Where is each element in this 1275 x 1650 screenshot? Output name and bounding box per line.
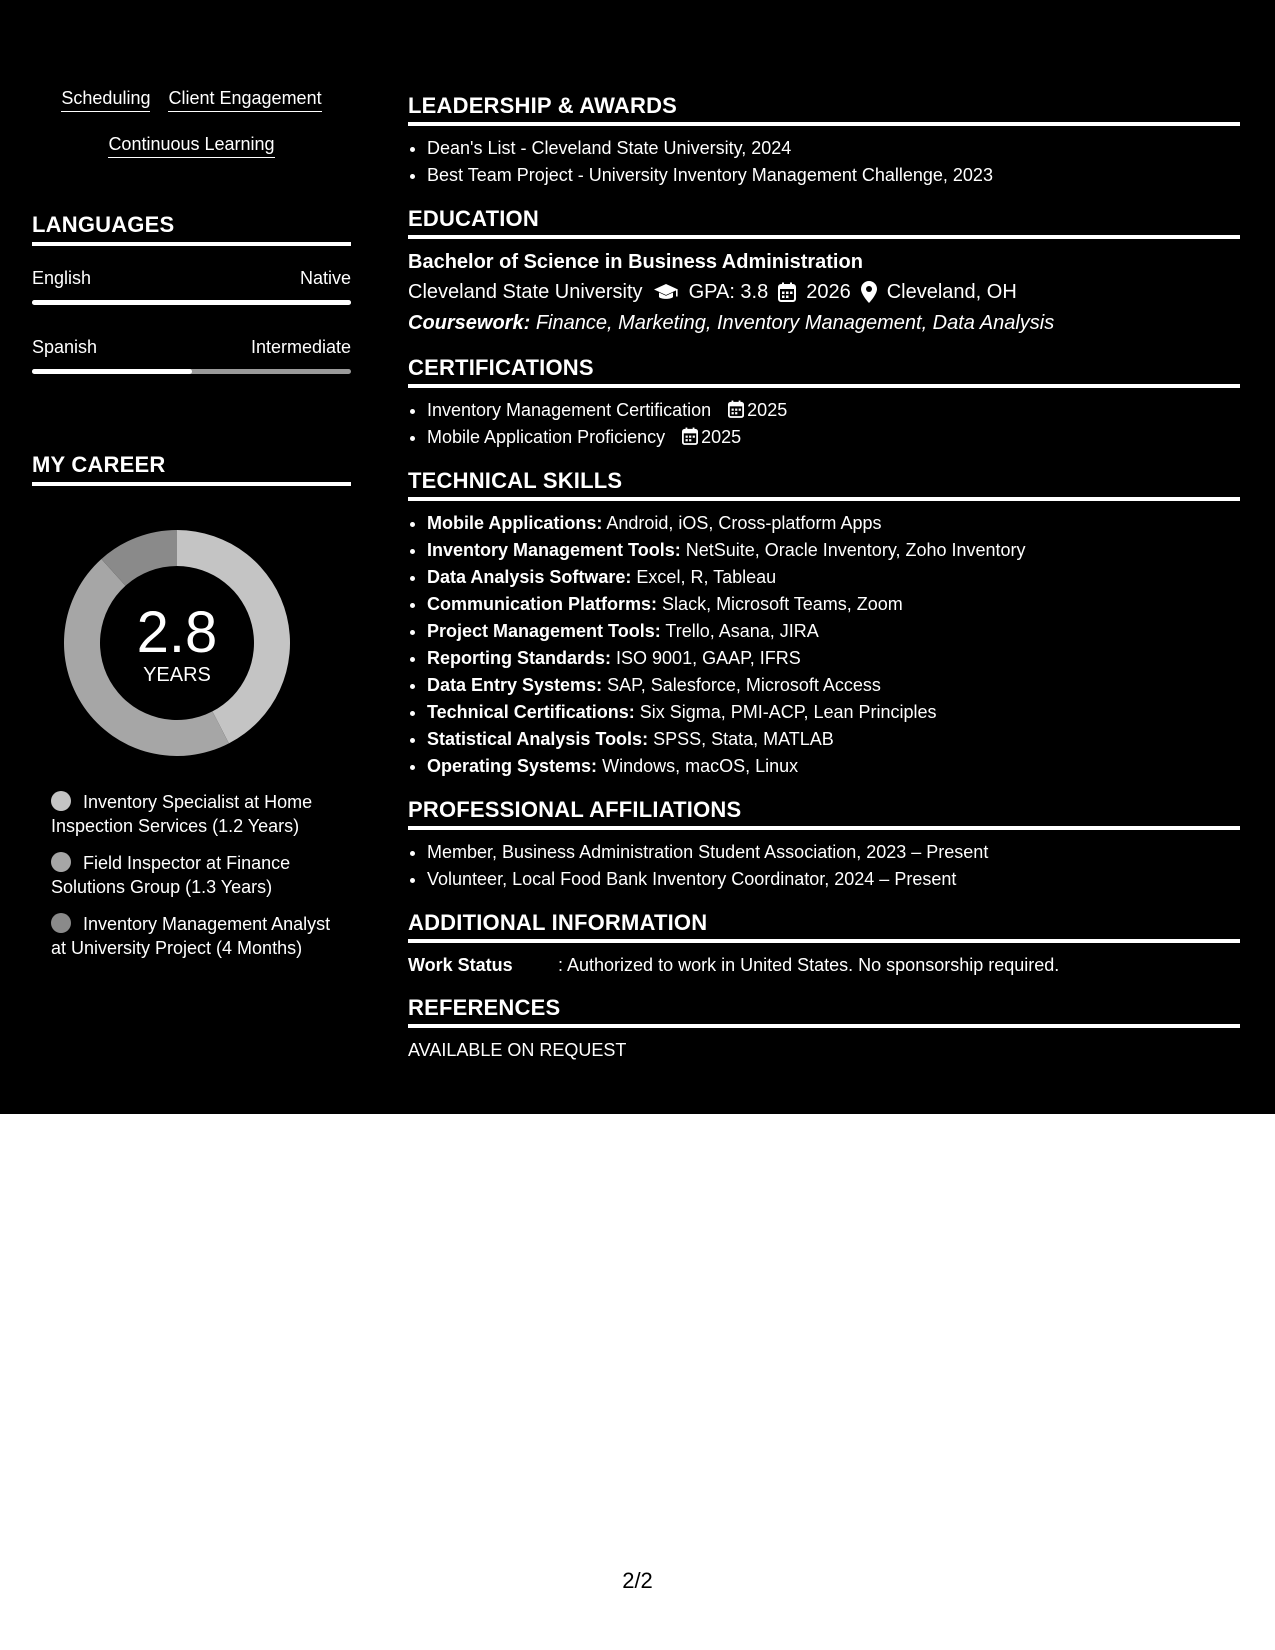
leadership-section bbox=[408, 92, 1240, 189]
skill-label: Project Management Tools: bbox=[427, 621, 661, 641]
references-section bbox=[408, 994, 1240, 1063]
career-item bbox=[51, 912, 341, 960]
list-item bbox=[427, 618, 1240, 645]
skill-label: Technical Certifications: bbox=[427, 702, 635, 722]
list-item bbox=[427, 424, 1240, 451]
language-name: Spanish bbox=[32, 337, 98, 357]
main-content bbox=[408, 92, 1240, 1079]
coursework-label: Coursework: bbox=[408, 312, 531, 334]
skill-label: Reporting Standards: bbox=[427, 648, 612, 668]
career-item-text: Inventory Management Analyst at University Project (4 Months) bbox=[51, 914, 331, 958]
work-status-row bbox=[408, 952, 1240, 978]
skill-label: Operating Systems: bbox=[427, 756, 598, 776]
career-donut bbox=[64, 530, 290, 756]
list-item bbox=[427, 397, 1240, 424]
career-total-value: 2.8 bbox=[136, 600, 218, 665]
section-title: EDUCATION bbox=[408, 205, 1240, 239]
education-section bbox=[408, 205, 1240, 338]
skill-label: Communication Platforms: bbox=[427, 594, 658, 614]
section-title: PROFESSIONAL AFFILIATIONS bbox=[408, 796, 1240, 830]
skill-value: Android, iOS, Cross-platform Apps bbox=[606, 513, 882, 533]
list-item bbox=[427, 537, 1240, 564]
affiliations-section bbox=[408, 796, 1240, 893]
certification-year: 2025 bbox=[747, 400, 788, 420]
skill-tags bbox=[32, 86, 351, 158]
skill-label: Data Analysis Software: bbox=[427, 567, 632, 587]
map-pin-icon bbox=[861, 281, 877, 303]
work-status-label: Work Status bbox=[408, 955, 513, 975]
list-item bbox=[427, 699, 1240, 726]
certification-name: Inventory Management Certification bbox=[427, 400, 712, 420]
references-text: AVAILABLE ON REQUEST bbox=[408, 1040, 627, 1060]
technical-skills-section bbox=[408, 467, 1240, 780]
certification-name: Mobile Application Proficiency bbox=[427, 427, 666, 447]
skill-value: SAP, Salesforce, Microsoft Access bbox=[607, 675, 881, 695]
certification-year: 2025 bbox=[701, 427, 742, 447]
section-title: CERTIFICATIONS bbox=[408, 354, 1240, 388]
skill-label: Inventory Management Tools: bbox=[427, 540, 681, 560]
section-title: TECHNICAL SKILLS bbox=[408, 467, 1240, 501]
list-item bbox=[427, 564, 1240, 591]
calendar-icon bbox=[682, 427, 698, 445]
career-heading: MY CAREER bbox=[32, 452, 351, 486]
page-number: 2/2 bbox=[622, 1568, 653, 1593]
language-row bbox=[32, 337, 351, 358]
calendar-icon bbox=[778, 282, 796, 302]
skill-value: Slack, Microsoft Teams, Zoom bbox=[662, 594, 903, 614]
list-item bbox=[427, 645, 1240, 672]
list-item bbox=[427, 726, 1240, 753]
language-bar bbox=[32, 300, 351, 305]
language-bar-fill bbox=[32, 300, 351, 305]
section-title: LEADERSHIP & AWARDS bbox=[408, 92, 1240, 126]
career-list bbox=[51, 790, 341, 973]
career-item-text: Inventory Specialist at Home Inspection Services (1.2 Years) bbox=[51, 792, 313, 836]
skill-label: Mobile Applications: bbox=[427, 513, 603, 533]
additional-info-section bbox=[408, 909, 1240, 978]
skill-tag: Scheduling bbox=[61, 86, 150, 112]
skill-tag: Client Engagement bbox=[168, 86, 321, 112]
education-gpa: GPA: 3.8 bbox=[688, 281, 769, 303]
skill-value: Excel, R, Tableau bbox=[636, 567, 777, 587]
skill-label: Data Entry Systems: bbox=[427, 675, 603, 695]
list-item: • Volunteer, Local Food Bank Inventory Coordinator, 2024 – Present bbox=[427, 866, 1240, 893]
work-status-value: : Authorized to work in United States. No sponsorship required. bbox=[558, 955, 1060, 975]
calendar-icon bbox=[728, 400, 744, 418]
skill-value: Trello, Asana, JIRA bbox=[665, 621, 819, 641]
skill-label: Statistical Analysis Tools: bbox=[427, 729, 649, 749]
career-item bbox=[51, 851, 341, 899]
education-degree: Bachelor of Science in Business Administration bbox=[408, 251, 863, 273]
coursework-list: Finance, Marketing, Inventory Management, Data Analysis bbox=[535, 312, 1055, 334]
education-school: Cleveland State University bbox=[408, 281, 643, 303]
education-year: 2026 bbox=[806, 281, 851, 303]
language-level: Intermediate bbox=[250, 337, 351, 357]
language-bar-fill bbox=[32, 369, 192, 374]
languages-heading: LANGUAGES bbox=[32, 212, 351, 246]
education-location: Cleveland, OH bbox=[886, 281, 1017, 303]
skill-tag: Continuous Learning bbox=[108, 132, 274, 158]
skill-value: ISO 9001, GAAP, IFRS bbox=[616, 648, 801, 668]
list-item bbox=[427, 672, 1240, 699]
language-row bbox=[32, 268, 351, 289]
list-item: • Dean's List - Cleveland State University, 2024 bbox=[427, 135, 1240, 162]
career-dot-icon bbox=[51, 852, 71, 872]
list-item bbox=[427, 591, 1240, 618]
skill-value: NetSuite, Oracle Inventory, Zoho Inventory bbox=[685, 540, 1026, 560]
skill-value: Six Sigma, PMI-ACP, Lean Principles bbox=[639, 702, 937, 722]
career-donut-label bbox=[64, 530, 290, 756]
skill-value: SPSS, Stata, MATLAB bbox=[653, 729, 834, 749]
career-item-text: Field Inspector at Finance Solutions Group (1.3 Years) bbox=[51, 853, 291, 897]
list-item: • Member, Business Administration Student Association, 2023 – Present bbox=[427, 839, 1240, 866]
section-title: REFERENCES bbox=[408, 994, 1240, 1028]
language-bar bbox=[32, 369, 351, 374]
graduation-cap-icon bbox=[653, 282, 679, 302]
list-item bbox=[427, 510, 1240, 537]
education-coursework bbox=[408, 308, 1240, 338]
list-item bbox=[427, 753, 1240, 780]
certifications-section bbox=[408, 354, 1240, 451]
education-details bbox=[408, 276, 1240, 308]
career-dot-icon bbox=[51, 913, 71, 933]
skill-value: Windows, macOS, Linux bbox=[602, 756, 799, 776]
language-level: Native bbox=[299, 268, 351, 288]
career-total-unit: YEARS bbox=[143, 664, 211, 686]
career-item bbox=[51, 790, 341, 838]
language-name: English bbox=[32, 268, 92, 288]
career-dot-icon bbox=[51, 791, 71, 811]
list-item: • Best Team Project - University Inventory Management Challenge, 2023 bbox=[427, 162, 1240, 189]
section-title: ADDITIONAL INFORMATION bbox=[408, 909, 1240, 943]
